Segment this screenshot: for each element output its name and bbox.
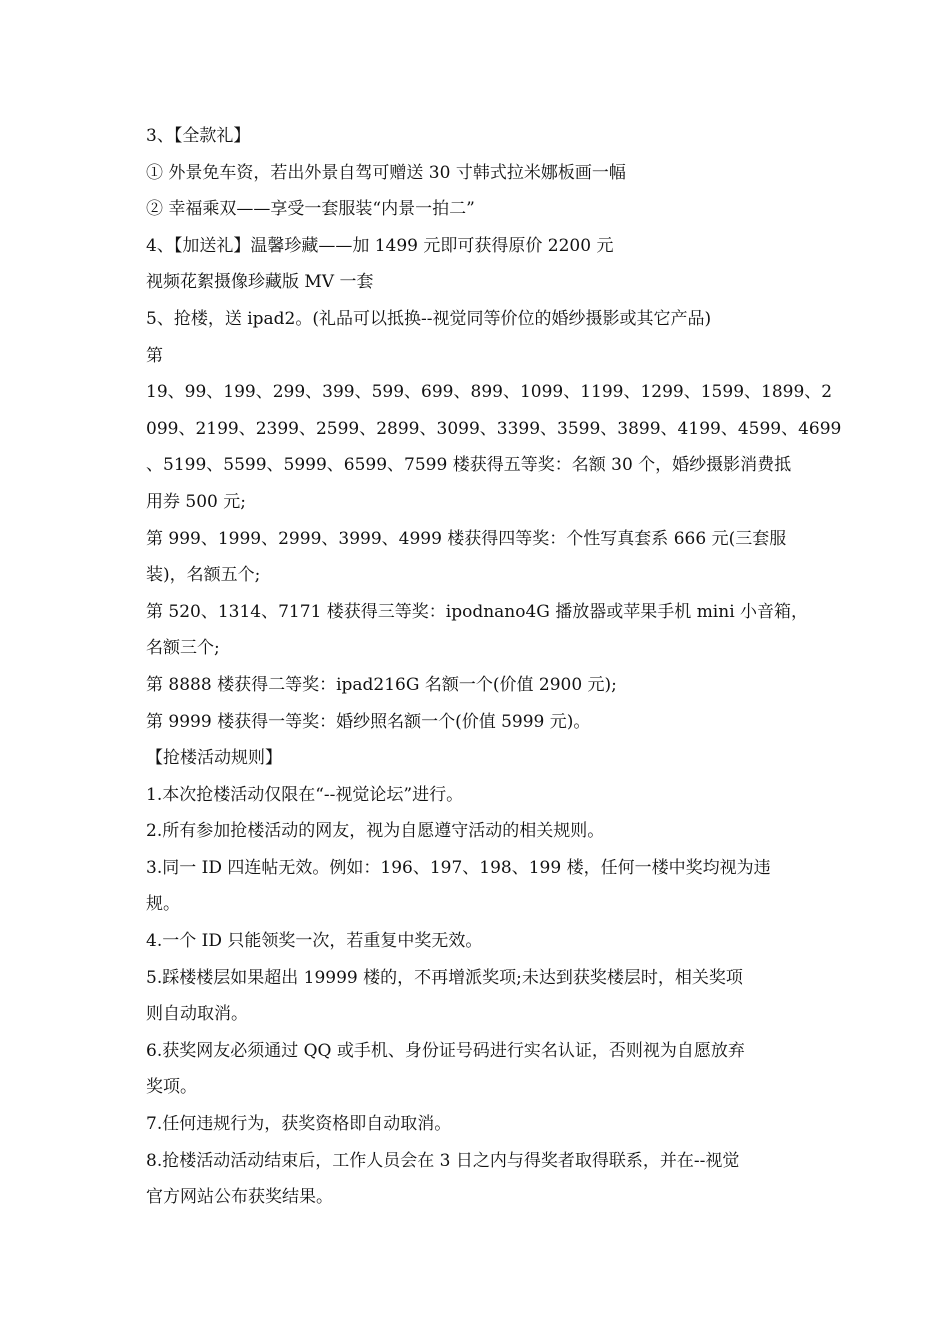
rule-item: 官方网站公布获奖结果。 — [146, 1187, 333, 1208]
rule-item: 4.一个 ID 只能领奖一次，若重复中奖无效。 — [146, 931, 483, 952]
section-heading-bonus-gift: 4、【加送礼】温馨珍藏——加 1499 元即可获得原价 2200 元 — [146, 235, 614, 256]
paragraph-line: 19、99、199、299、399、599、699、899、1099、1199、1299、1599、1899、2 — [146, 382, 833, 403]
rules-heading: 【抢楼活动规则】 — [146, 748, 282, 769]
rule-item: 2.所有参加抢楼活动的网友，视为自愿遵守活动的相关规则。 — [146, 821, 605, 842]
rule-item: 8.抢楼活动活动结束后，工作人员会在 3 日之内与得奖者取得联系，并在--视觉 — [146, 1150, 740, 1171]
paragraph-line: 第 — [146, 345, 163, 366]
rule-item: 7.任何违规行为，获奖资格即自动取消。 — [146, 1114, 452, 1135]
gift-item-2: ② 幸福乘双——享受一套服装“内景一拍二” — [146, 199, 475, 220]
paragraph-line: 第 8888 楼获得二等奖：ipad216G 名额一个(价值 2900 元); — [146, 674, 617, 695]
rule-item: 则自动取消。 — [146, 1004, 248, 1025]
paragraph-line: 用券 500 元; — [146, 491, 246, 512]
gift-item-1: ① 外景免车资，若出外景自驾可赠送 30 寸韩式拉米娜板画一幅 — [146, 162, 626, 183]
paragraph-line: 第 999、1999、2999、3999、4999 楼获得四等奖：个性写真套系 666 元(三套服 — [146, 528, 787, 549]
rule-item: 3.同一 ID 四连帖无效。例如：196、197、198、199 楼，任何一楼中奖均视为违 — [146, 857, 771, 878]
paragraph-line: 装)，名额五个; — [146, 565, 261, 586]
document-body — [146, 118, 842, 1216]
paragraph-line: 099、2199、2399、2599、2899、3099、3399、3599、3899、4199、4599、4699 — [146, 418, 842, 439]
paragraph-line: 第 520、1314、7171 楼获得三等奖：ipodnano4G 播放器或苹果手机 mini 小音箱， — [146, 601, 809, 622]
paragraph-line: 视频花絮摄像珍藏版 MV 一套 — [146, 272, 374, 293]
rule-item: 6.获奖网友必须通过 QQ 或手机、身份证号码进行实名认证，否则视为自愿放弃 — [146, 1040, 745, 1061]
rule-item: 5.踩楼楼层如果超出 19999 楼的，不再增派奖项;未达到获奖楼层时，相关奖项 — [146, 967, 743, 988]
section-heading-full-payment-gift: 3、【全款礼】 — [146, 126, 251, 146]
rule-item: 奖项。 — [146, 1077, 197, 1098]
rule-item: 1.本次抢楼活动仅限在“--视觉论坛”进行。 — [146, 784, 464, 805]
section-heading-floor-grab: 5、抢楼，送 ipad2。(礼品可以抵换--视觉同等价位的婚纱摄影或其它产品) — [146, 308, 712, 329]
rule-item: 规。 — [146, 894, 180, 915]
paragraph-line: 、5199、5599、5999、6599、7599 楼获得五等奖：名额 30 个，婚纱摄影消费抵 — [146, 455, 792, 476]
paragraph-line: 第 9999 楼获得一等奖：婚纱照名额一个(价值 5999 元)。 — [146, 711, 591, 732]
paragraph-line: 名额三个; — [146, 638, 220, 659]
